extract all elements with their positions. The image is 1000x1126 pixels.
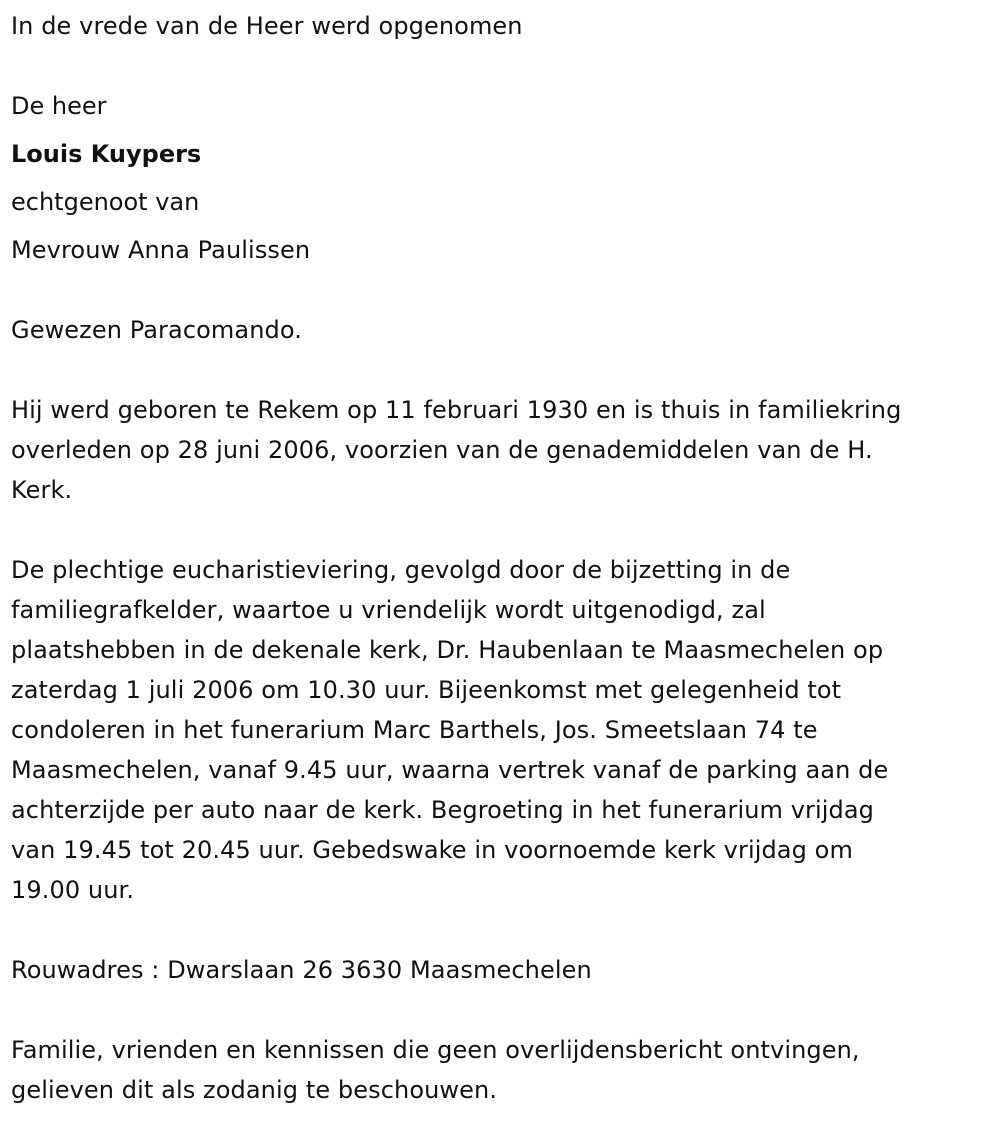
relation: echtgenoot van [11,188,200,216]
paragraph-line: condoleren in het funerarium Marc Barthels, Jos. Smeetslaan 74 te [11,716,818,744]
paragraph-line: Hij werd geboren te Rekem op 11 februari 1930 en is thuis in familiekring [11,396,902,424]
death-notice [11,6,996,1110]
paragraph-line: zaterdag 1 juli 2006 om 10.30 uur. Bijeenkomst met gelegenheid tot [11,676,842,704]
spouse-name: Mevrouw Anna Paulissen [11,236,311,264]
birth-death-paragraph [11,390,996,510]
ceremony-paragraph [11,550,996,910]
closing-paragraph [11,1030,996,1110]
occupation: Gewezen Paracomando. [11,316,302,344]
intro-line: In de vrede van de Heer werd opgenomen [11,12,523,40]
paragraph-line: overleden op 28 juni 2006, voorzien van de genademiddelen van de H. [11,436,873,464]
paragraph-line: Familie, vrienden en kennissen die geen overlijdensbericht ontvingen, [11,1036,860,1064]
paragraph-line: De plechtige eucharistieviering, gevolgd door de bijzetting in de [11,556,791,584]
paragraph-line: plaatshebben in de dekenale kerk, Dr. Haubenlaan te Maasmechelen op [11,636,884,664]
paragraph-line: Maasmechelen, vanaf 9.45 uur, waarna vertrek vanaf de parking aan de [11,756,889,784]
paragraph-line: van 19.45 tot 20.45 uur. Gebedswake in voornoemde kerk vrijdag om [11,836,853,864]
deceased-name: Louis Kuypers [11,140,202,168]
title-prefix: De heer [11,92,107,120]
paragraph-line: achterzijde per auto naar de kerk. Begroeting in het funerarium vrijdag [11,796,875,824]
paragraph-line: Kerk. [11,476,73,504]
mourning-address: Rouwadres : Dwarslaan 26 3630 Maasmechelen [11,956,592,984]
paragraph-line: 19.00 uur. [11,876,135,904]
paragraph-line: familiegrafkelder, waartoe u vriendelijk wordt uitgenodigd, zal [11,596,766,624]
paragraph-line: gelieven dit als zodanig te beschouwen. [11,1076,498,1104]
